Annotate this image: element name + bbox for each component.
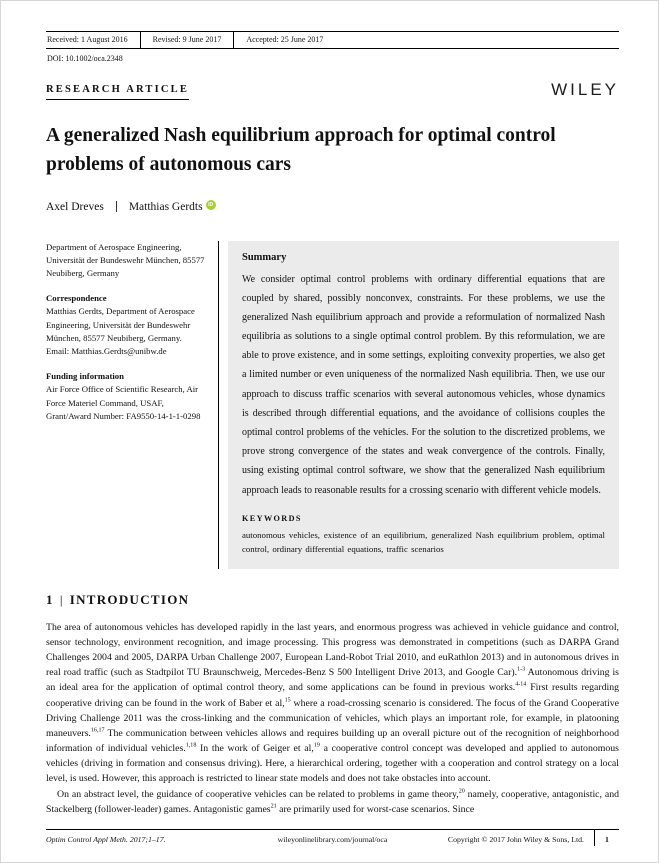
article-history-bar — [46, 31, 619, 49]
funding-block — [46, 370, 208, 423]
section-number: 1 — [46, 591, 54, 607]
article-header — [46, 80, 619, 100]
summary-heading: Summary — [242, 251, 287, 263]
paragraph-1: The area of autonomous vehicles has developed rapidly in the last years, and enormous progress was achieved in vehicle guidance and control, sensor technology, environment recognition, and image processing. This progress was demonstrated in competitions (such as DARPA Grand Challenges 2004 and 2005, DARPA Urban Challenge 2007, European Land-Robot Trial 2010, and euRathlon 2013) and in autonomous drives in real road traffic (such as Stadtpilot TU Braunschweig, Mercedes-Benz S 500 Intelligent Drive 2013, and Google Car).$^{1-3}$ Autonomous driving is an ideal area for the application of optimal control theory, and some applications can be found in previous works.$^{4-14}$ First results regarding cooperative driving can be found in the work of Baber et al,$^{15}$ where a road-crossing scenario is considered. The focus of the Grand Cooperative Driving Challenge 2011 was the cross-linking and the communication of vehicles, which plays an important role, for example, in platooning maneuvers.$^{16,17}$ The communication between vehicles allows and requires building up an overall picture out of the recognition of neighborhood information of individual vehicles.$^{1,18}$ In the work of Geiger et al,$^{19}$ a cooperative control concept was developed and applied to autonomous vehicles (driving in formation and consensus driving). Here, a hierarchical ordering, together with a cooperation and control strategy on a local level, is used. However, this approach is restricted to linear state models and does not take obstacles into account. — [46, 621, 619, 785]
column-divider-rule — [218, 241, 219, 569]
article-type-label: RESEARCH ARTICLE — [46, 84, 189, 100]
journal-url-link[interactable]: wileyonlinelibrary.com/journal/oca — [277, 835, 388, 844]
copyright-notice: Copyright © 2017 John Wiley & Sons, Ltd. — [447, 835, 584, 844]
page-footer — [46, 829, 619, 846]
section-label: INTRODUCTION — [69, 591, 190, 607]
keywords-list: autonomous vehicles, existence of an equilibrium, generalized Nash equilibrium problem, optimal control, ordinary differential equations, traffic scenarios — [242, 529, 605, 555]
author-divider — [116, 201, 117, 212]
author-list — [46, 201, 619, 213]
funding-heading: Funding information — [46, 371, 124, 382]
page-number: 1 — [605, 835, 609, 844]
article-info-column — [46, 241, 208, 569]
summary-text: We consider optimal control problems with ordinary differential equations that are coupled by shared, possibly nonconvex, constraints. For these problems, we use the generalized Nash equilibrium approach and provide a reformulation of normalized Nash equilibria as solutions to a single optimal control problem. By this reformulation, we are able to prove existence, and in some settings, exploiting convexity properties, we also get a limited number or even uniqueness of the normalized Nash equilibria. Then, we use our approach to discuss traffic scenarios with several autonomous vehicles, whose dynamics is described through differential equations, and the avoidance of collisions couples the optimal control problems of the vehicles. For the solution to the discretized problems, we prove strong convergence of the states and weak convergence of the controls. Finally, using existing optimal control software, we show that the generalized Nash equilibrium approach leads to reasonable results for a crossing scenario with different vehicle models. — [242, 273, 605, 496]
keywords-heading: KEYWORDS — [242, 513, 302, 523]
wiley-logo: WILEY — [551, 80, 619, 99]
doi: DOI: 10.1002/oca.2348 — [47, 54, 123, 63]
abstract-box — [228, 241, 619, 569]
author-axel-dreves: Axel Dreves — [46, 200, 104, 213]
correspondence-heading: Correspondence — [46, 293, 107, 304]
correspondence-email-link[interactable]: Email: Matthias.Gerdts@unibw.de — [46, 346, 167, 357]
correspondence-text: Matthias Gerdts, Department of Aerospace Engineering, Universität der Bundeswehr München, 85577 Neubiberg, Germany. — [46, 306, 195, 343]
accepted-date: Accepted: 25 June 2017 — [246, 35, 324, 44]
section-heading-introduction — [46, 592, 619, 608]
correspondence-block — [46, 292, 208, 358]
introduction-body — [46, 620, 619, 817]
affiliation: Department of Aerospace Engineering, Universität der Bundeswehr München, 85577 Neubiberg, Germany — [46, 241, 205, 278]
paragraph-2: On an abstract level, the guidance of cooperative vehicles can be related to problems in game theory,$^{20}$ namely, cooperative, antagonistic, and Stackelberg (follower-leader) games. Antagonistic games$^{21}$ are primarily used for worst-case scenarios. Since — [46, 788, 619, 815]
orcid-icon[interactable]: iD — [206, 200, 216, 210]
section-heading-divider: | — [59, 591, 64, 607]
revised-date: Revised: 9 June 2017 — [141, 32, 235, 48]
author-matthias-gerdts: Matthias Gerdts — [128, 200, 203, 213]
article-title: A generalized Nash equilibrium approach for optimal control problems of autonomous cars — [46, 125, 556, 176]
journal-citation: Optim Control Appl Meth. 2017;1–17. — [46, 835, 166, 844]
funding-text: Air Force Office of Scientific Research, Air Force Materiel Command, USAF, Grant/Award Number: FA9550-14-1-1-0298 — [46, 384, 201, 421]
received-date: Received: 1 August 2016 — [46, 32, 141, 48]
